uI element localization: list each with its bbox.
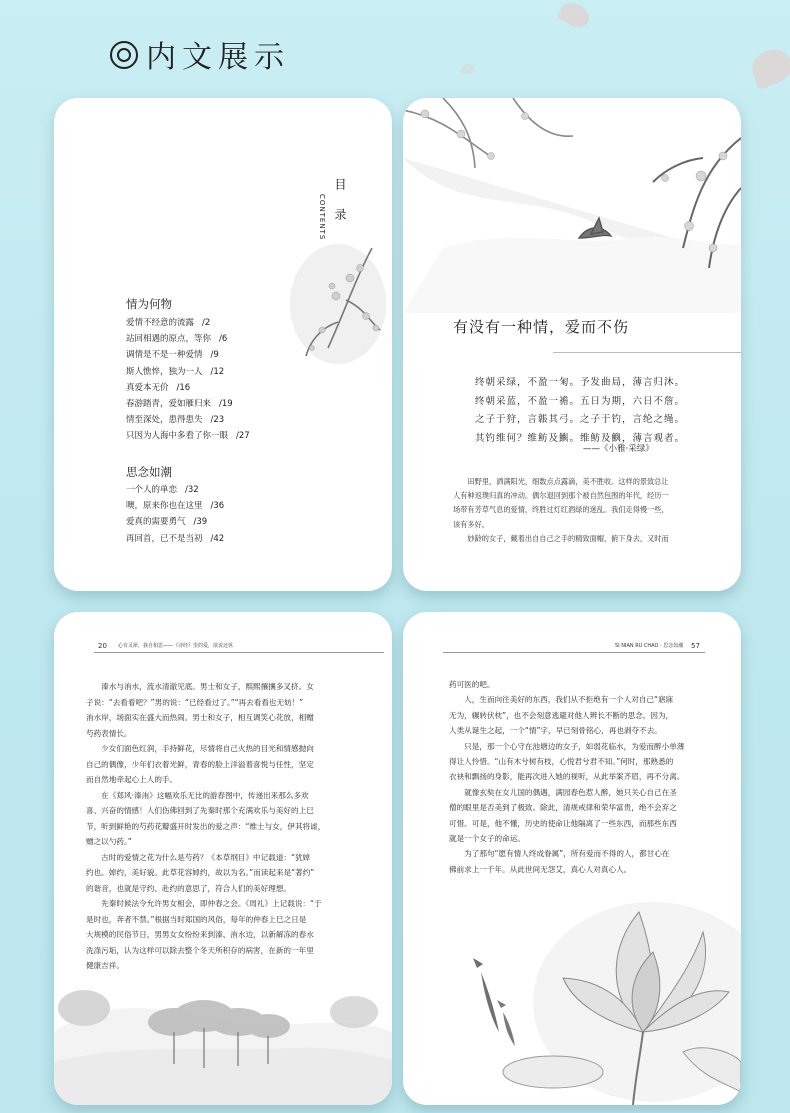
toc-entry-title: 真爱本无价 [126,382,169,393]
running-head: SI NIAN RU CHAO · 思念如潮 [615,643,684,649]
body-prose [86,679,325,974]
prose-line: 该有多好。 [453,519,489,529]
prose-line: 洗涤污垢，认为这样可以除去整个冬天所积存的病害，在新的一年里 [86,945,314,955]
lotus-fish-illustration [403,882,741,1105]
poem-block [475,374,685,448]
body-prose [449,677,684,877]
prose-line: 节，听到鲜艳的芍药花瓣盛开时发出的爱之声：“维士与女，伊其将谑， [86,821,326,831]
toc-entry-title: 只因为人海中多看了你一眼 [126,431,229,442]
prose-line: 自己的偶像，少年们衣着光鲜，青春的脸上洋溢着喜悦与任性，坚定 [86,759,314,769]
toc-list [126,482,224,547]
toc-entry[interactable] [126,428,250,444]
koi-fish-icon [497,1000,515,1046]
toc-entry[interactable] [126,364,250,380]
header-rule [94,652,384,653]
prose-line: 赠之以勺药。” [86,837,132,846]
prose-line: 妙龄的女子，戴着出自自己之手的精致面帽，俯下身去，又时而 [453,533,669,543]
prose-line: 是时也，奔者不禁。”根据当时郑国的风俗，每年的仲春上巳之日是 [86,914,307,924]
body-page-left [54,612,392,1105]
toc-entry[interactable] [126,514,224,530]
toc-entry-page: /32 [185,485,199,495]
prose-line: 芍药表情长。 [86,728,132,738]
toc-entry-title: 一个人的单恋 [126,485,178,495]
poem-line: 终朝采蓝，不盈一襜。五日为期，六日不詹。 [475,395,686,407]
toc-entry-title: 站回相遇的原点，等你 [126,334,212,345]
prose-line: 人，生而向往美好的东西，我们从不拒绝有一个人对自己“寤寐 [449,695,674,705]
toc-entry-page: /16 [176,382,191,393]
poem-source: ——《小雅·采绿》 [583,444,654,454]
prose-line: 的谐音，也就是守约、赴约的意思了，符合人们的美好理想。 [86,883,292,893]
toc-entry[interactable] [126,347,250,363]
prose-line: 佛前求上一千年。从此世间无怨艾，真心人对真心人。 [449,864,632,874]
toc-entry-title: 再回首，已不是当初 [126,533,203,544]
header-rule [443,652,705,653]
prose-line: 为了那句“愿有情人终成眷属”，所有爱而不得的人，都甘心在 [449,849,670,859]
toc-entry-page: /36 [210,501,225,512]
section-heading [110,32,290,76]
chapter-prose [453,475,669,546]
toc-entry-title: 噢，原来你也在这里 [126,501,203,512]
toc-entry[interactable] [126,396,250,412]
toc-entry[interactable] [126,498,224,514]
prose-line: 人类从诞生之起，一个“情”字，早已刻骨铭心，再也剥夺不去。 [449,726,662,736]
toc-section-title: 情为何物 [126,297,172,311]
toc-page [54,98,392,591]
prose-line: 喜、兴奋的情感！人们伤佛回到了先秦时那个充满欢乐与美好的上巳 [86,806,314,815]
prose-line: 衣袂和飘扬的身影，能再次进入她的视听，从此举案齐眉，再不分离。 [449,772,685,782]
poem-line: 终朝采绿，不盈一匊。予发曲局，薄言归沐。 [475,377,686,388]
running-head: 心有灵犀，我自相思——《诗经》里的爱，欲说还休 [118,643,234,649]
prose-line: 子说：“去看看吧？”男的说：“已经看过了。”“再去看看也无妨！” [86,697,304,707]
petal-decoration [747,44,790,90]
prose-line: 可惜。可是，他不懂，历史的使命让他隔离了一些东西，而那些东西 [449,818,677,828]
prose-line: 只是，那一个心守在池塘边的女子，如弱花临水，为爱而醉小单薄 [449,741,685,751]
toc-entry[interactable] [126,380,250,396]
toc-list [126,315,250,445]
toc-entry-page: /27 [236,431,250,442]
toc-entry[interactable] [126,531,224,547]
prose-line: 就是一个女子的命运。 [449,834,525,844]
toc-entry-page: /23 [210,415,225,426]
prose-line: 场带有芳草气息的爱情，终胜过灯红酒绿的迷乱。我们走得慢一些， [453,505,669,515]
toc-entry-title: 调情是不是一种爱情 [126,350,203,361]
prose-line: 僧的眼里是否美到了极致。除此，清规戒律和荣华富贵，绝不会弃之 [449,803,677,813]
section-heading-text: 内文展示 [146,40,290,75]
body-page-right [403,612,741,1105]
prose-line: 在《郑风·溱洧》这幅欢乐无比的游春图中，传递出来那么多欢 [86,790,309,800]
prose-line: 大规模的民俗节日，男男女女纷纷来到溱、洧水边，以新解冻的春水 [86,930,314,939]
toc-entry-page: /2 [202,318,211,328]
prose-line: 人有种返璞归真的冲动。偶尔退回到那个被自然包围的年代，经历一 [453,491,669,501]
prose-line: 就像玄奘在女儿国的偶遇，满园春色惹人醉，她只关心自己在圣 [449,787,677,797]
toc-entry[interactable] [126,482,224,498]
toc-entry-page: /9 [210,350,219,361]
toc-title-en: CONTENTS [318,194,326,241]
double-circle-icon [110,41,138,69]
toc-entry[interactable] [126,331,250,347]
chapter-opener-page [403,98,741,591]
page-number: 20 [98,642,107,650]
prose-line: 无为，辗转伏枕”，也不会刻意逃避对他人辨长不断的思念。因为， [449,710,674,720]
petal-decoration [461,63,475,75]
toc-entry-page: /6 [219,334,228,345]
toc-entry-page: /12 [210,366,225,377]
toc-entry-page: /19 [219,398,233,409]
prose-line: 健康吉祥。 [86,961,124,970]
petal-decoration [557,0,594,32]
prose-line: 少女们面色红润，手持鲜花，尽情将自己火热的目光和情感抛向 [86,744,314,753]
toc-entry-title: 爱真的需要勇气 [126,517,186,528]
poem-line: 其钓维何？维鲂及鱮。维鲂及鱮，薄言观者。 [475,432,686,444]
prose-line: 得让人怜惜。“山有木兮树有枝，心悦君兮君不知。”何时，那熟悉的 [449,757,674,767]
tree-landscape-illustration [54,952,392,1105]
chapter-title: 有没有一种情，爱而不伤 [453,318,630,336]
prose-line: 田野里，洒满阳光，细数点点露滴，美不胜收。这样的景致总让 [453,477,669,486]
toc-entry-page: /42 [210,533,225,544]
toc-entry-title: 情至深处，患得患失 [126,415,203,426]
prose-line: 溱水与洧水，流水清澈见底。男士和女子，熙熙攘攘多叉挤。女 [86,682,314,691]
title-divider [553,352,741,353]
toc-entry-title: 斯人憔悴，独为一人 [126,366,203,377]
prose-line: 药可医的吧。 [449,680,495,689]
branch-bird-illustration [403,98,741,313]
koi-fish-icon [473,958,499,1032]
toc-entry-title: 春游踏青，爱如雁归来 [126,398,212,409]
prose-line: 先秦时候法令允许男女相会，即仲春之会。《周礼》上记载说：“于 [86,899,322,908]
prose-line: 古时的爱情之花为什么是芍药？《本草纲目》中记载道：“犹婥 [86,852,311,862]
toc-entry-title: 爱情不经意的流露 [126,318,195,328]
toc-entry[interactable] [126,412,250,428]
prose-line: 约也。婥约，美好貌。此草花容婥约，故以为名。”而读起来是“著约” [86,868,315,877]
toc-section-title: 思念如潮 [126,465,172,479]
blossom-branch-illustration [276,238,392,378]
toc-entry[interactable] [126,315,250,331]
toc-entry-page: /39 [193,517,208,528]
prose-line: 洧水岸，场面实在盛大而热闹。男士和女子，相互调笑心花放，相赠 [86,713,314,722]
page-number: 57 [691,642,700,650]
prose-line: 而自然地牵起心上人的手。 [86,775,178,784]
poem-line: 之子于狩，言韔其弓。之子于钓，言纶之绳。 [475,414,686,425]
toc-title: 目录 [333,178,347,238]
